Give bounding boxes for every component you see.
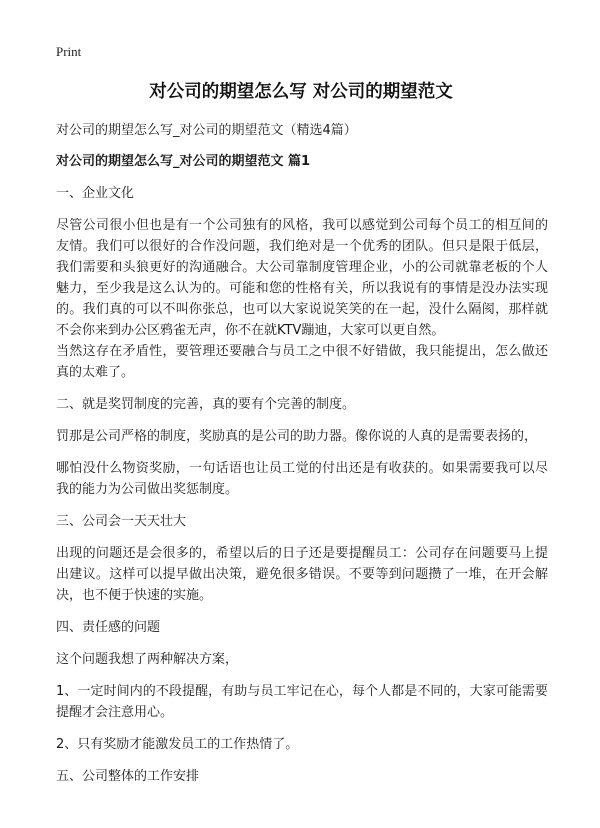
heading-corporate-culture: 一、企业文化: [56, 186, 135, 201]
paragraph-company-growth: 出现的问题还是会很多的，希望以后的日子还是要提醒员工：公司存在问题要马上提出建议。这样可以提早做出决策，避免很多错误。不要等到问题攒了一堆，在开会解决，也不便于快速的实施。: [56, 546, 548, 603]
heading-reward-punishment: 二、就是奖罚制度的完善，真的要有个完善的制度。: [56, 397, 356, 412]
article-subtitle: 对公司的期望怎么写_对公司的期望范文（精选4篇）: [56, 123, 357, 138]
heading-work-arrangement: 五、公司整体的工作安排: [56, 769, 200, 784]
section-heading: 对公司的期望怎么写_对公司的期望范文 篇1: [56, 154, 311, 169]
paragraph-reward-proposal: 哪怕没什么物资奖励，一句话语也让员工觉的付出还是有收获的。如果需要我可以尽我的能力为公司做出奖惩制度。: [56, 461, 548, 497]
heading-company-growth: 三、公司会一天天壮大: [56, 514, 187, 529]
list-item-rewards: 2、只有奖励才能激发员工的工作热情了。: [56, 737, 299, 752]
paragraph-reward-punishment: 罚那是公司严格的制度，奖励真的是公司的助力器。像你说的人真的是需要表扬的，: [56, 429, 538, 444]
paragraph-culture-contradiction: 当然这存在矛盾性，要管理还要融合与员工之中很不好错做，我只能提出，怎么做还真的太难了。: [56, 344, 548, 380]
heading-responsibility: 四、责任感的问题: [56, 620, 161, 635]
page-title: 对公司的期望怎么写 对公司的期望范文: [149, 82, 453, 102]
print-link[interactable]: Print: [56, 44, 82, 59]
article-body: [56, 120, 548, 787]
paragraph-culture: 尽管公司很小但也是有一个公司独有的风格，我可以感觉到公司每个员工的相互间的友情。我们可以很好的合作没问题，我们绝对是一个优秀的团队。但只是限于低层，我们需要和头狼更好的沟通融合。大公司靠制度管理企业，小的公司就靠老板的个人魅力，至少我是这么认为的。可能和您的性格有关，所以我说有的事情是没办法实现的。我们真的可以不叫你张总，也可以大家说说笑笑的在一起，没什么隔阂，那样就不会你来到办公区鸦雀无声，你不在就KTV蹦迪，大家可以更自然。: [56, 218, 548, 338]
paragraph-responsibility-intro: 这个问题我想了两种解决方案，: [56, 652, 239, 667]
list-item-reminder: 1、一定时间内的不段提醒，有助与员工牢记在心，每个人都是不同的，大家可能需要提醒才会注意用心。: [56, 684, 548, 720]
